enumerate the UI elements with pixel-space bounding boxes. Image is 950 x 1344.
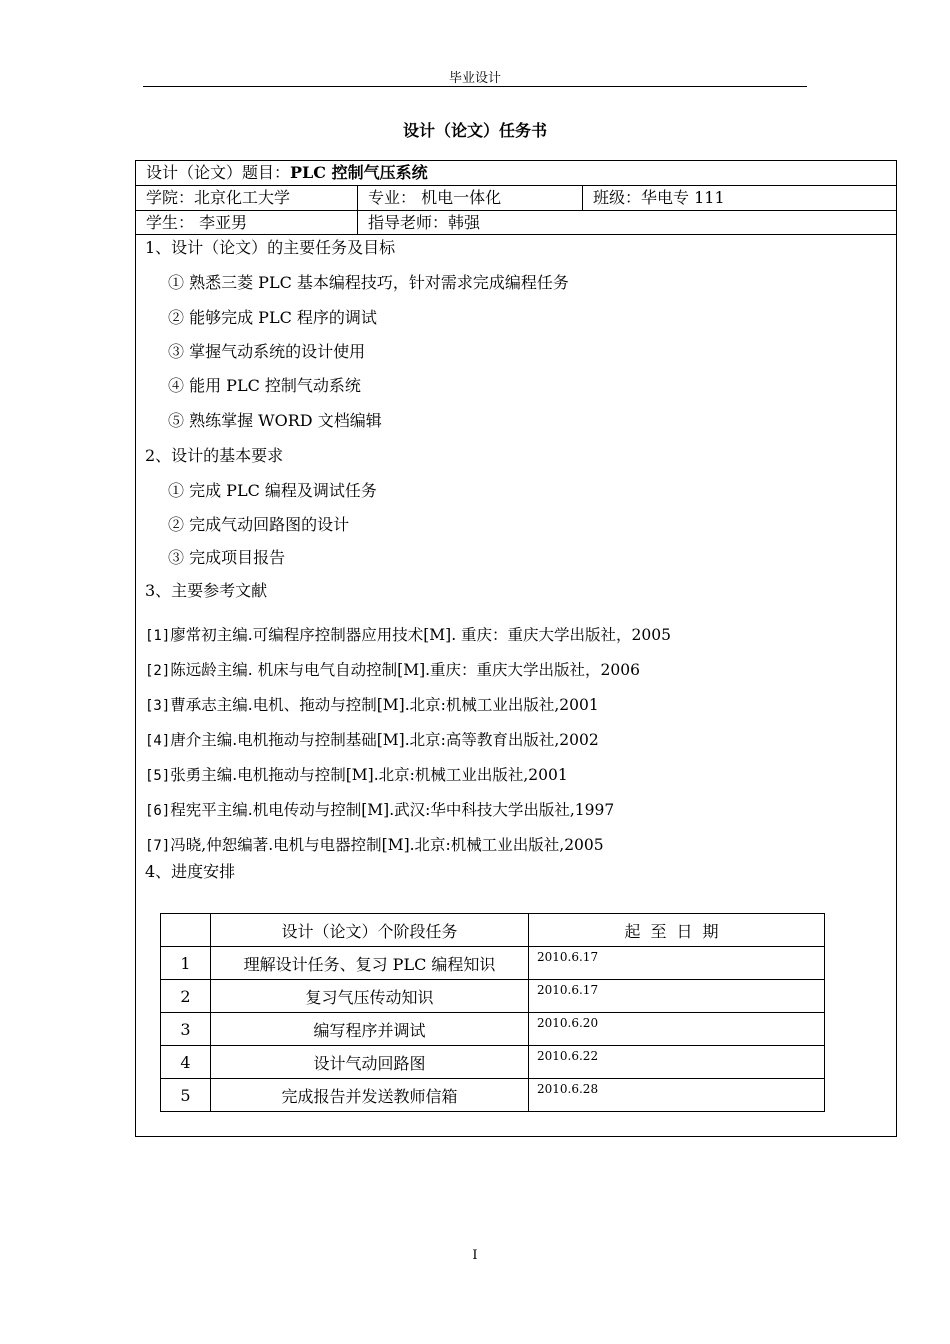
table-row	[161, 980, 825, 1013]
row-date: 2010.6.17	[529, 980, 825, 1013]
reference-item: [2]陈远龄主编. 机床与电气自动控制[M].重庆：重庆大学出版社，2006	[145, 661, 640, 679]
schedule-header-date: 起至日期	[529, 914, 825, 947]
advisor-cell: 指导老师：韩强	[357, 211, 896, 234]
table-row	[161, 1046, 825, 1079]
row-task: 完成报告并发送教师信箱	[211, 1079, 529, 1112]
header-rule	[143, 86, 807, 87]
table-row	[161, 947, 825, 980]
college-row	[136, 186, 896, 211]
reference-item: [1]廖常初主编.可编程序控制器应用技术[M]. 重庆：重庆大学出版社，2005	[145, 626, 671, 644]
page-number: I	[472, 1248, 478, 1263]
reference-item: [5]张勇主编.电机拖动与控制[M].北京:机械工业出版社,2001	[145, 766, 568, 784]
row-date: 2010.6.28	[529, 1079, 825, 1112]
page-header: 毕业设计	[448, 71, 501, 86]
reference-item: [4]唐介主编.电机拖动与控制基础[M].北京:高等教育出版社,2002	[145, 731, 599, 749]
topic-label: 设计（论文）题目：	[146, 163, 291, 182]
section-3-heading: 3、主要参考文献	[145, 581, 268, 600]
college-cell: 学院：北京化工大学	[146, 188, 291, 207]
student-row	[136, 211, 896, 235]
reference-item: [6]程宪平主编.机电传动与控制[M].武汉:华中科技大学出版社,1997	[145, 801, 615, 819]
section-2-item: ③ 完成项目报告	[168, 548, 286, 567]
schedule-table	[160, 913, 825, 1112]
row-number: 2	[161, 980, 211, 1013]
schedule-header-number	[161, 914, 211, 947]
row-task: 设计气动回路图	[211, 1046, 529, 1079]
table-row	[161, 1013, 825, 1046]
schedule-header-task: 设计（论文）个阶段任务	[211, 914, 529, 947]
row-number: 3	[161, 1013, 211, 1046]
section-1-item: ① 熟悉三菱 PLC 基本编程技巧，针对需求完成编程任务	[168, 273, 569, 292]
row-number: 5	[161, 1079, 211, 1112]
section-2-item: ① 完成 PLC 编程及调试任务	[168, 481, 377, 500]
major-cell: 专业： 机电一体化	[357, 186, 582, 210]
row-date: 2010.6.17	[529, 947, 825, 980]
row-task: 编写程序并调试	[211, 1013, 529, 1046]
section-1-item: ③ 掌握气动系统的设计使用	[168, 342, 366, 361]
class-cell: 班级：华电专 111	[582, 186, 896, 210]
table-row	[161, 1079, 825, 1112]
section-1-heading: 1、设计（论文）的主要任务及目标	[145, 238, 396, 257]
row-number: 4	[161, 1046, 211, 1079]
section-2-heading: 2、设计的基本要求	[145, 446, 284, 465]
row-date: 2010.6.20	[529, 1013, 825, 1046]
section-1-item: ⑤ 熟练掌握 WORD 文档编辑	[168, 411, 382, 430]
schedule-header-row	[161, 914, 825, 947]
student-cell: 学生： 李亚男	[146, 213, 248, 232]
row-date: 2010.6.22	[529, 1046, 825, 1079]
topic-cell	[136, 161, 896, 185]
topic-value: PLC 控制气压系统	[290, 163, 428, 182]
row-number: 1	[161, 947, 211, 980]
document-title: 设计（论文）任务书	[402, 121, 547, 140]
section-1-item: ④ 能用 PLC 控制气动系统	[168, 376, 361, 395]
section-2-item: ② 完成气动回路图的设计	[168, 515, 350, 534]
row-task: 复习气压传动知识	[211, 980, 529, 1013]
section-1-item: ② 能够完成 PLC 程序的调试	[168, 308, 377, 327]
reference-item: [3]曹承志主编.电机、拖动与控制[M].北京:机械工业出版社,2001	[145, 696, 599, 714]
reference-item: [7]冯晓,仲恕编著.电机与电器控制[M].北京:机械工业出版社,2005	[145, 836, 604, 854]
section-4-heading: 4、进度安排	[145, 862, 236, 881]
row-task: 理解设计任务、复习 PLC 编程知识	[211, 947, 529, 980]
topic-row	[136, 161, 896, 186]
